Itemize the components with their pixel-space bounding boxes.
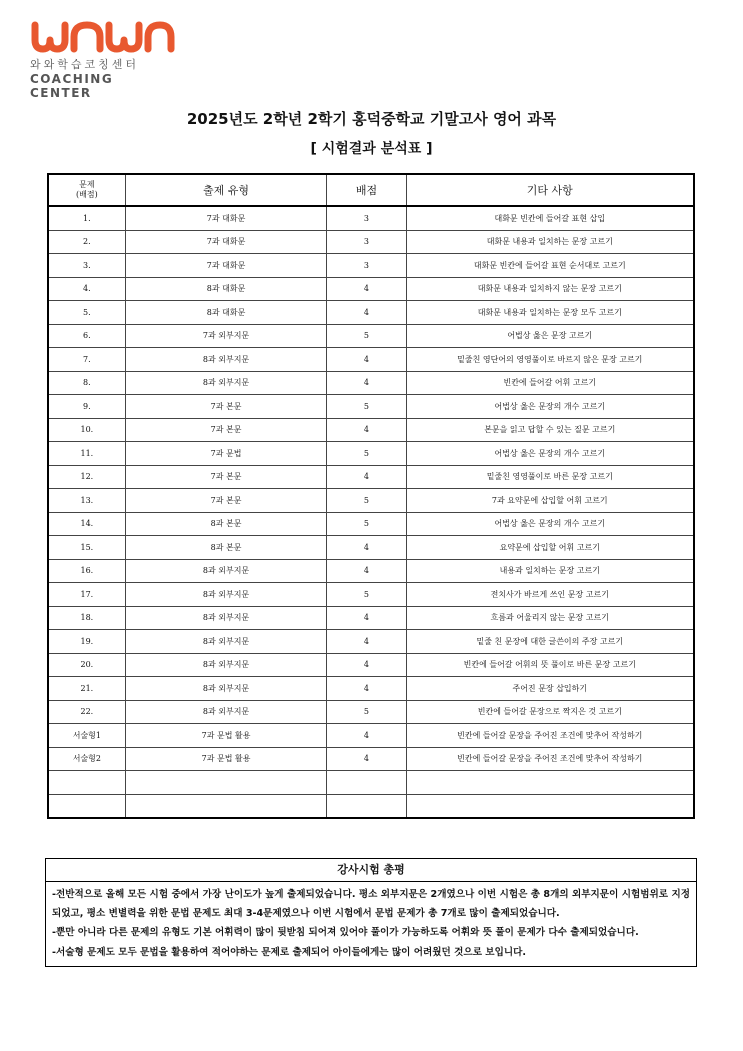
table-row: [48, 630, 694, 654]
cell-score: 5: [327, 395, 406, 419]
table-row: [48, 559, 694, 583]
cell-note: 전치사가 바르게 쓰인 문장 고르기: [406, 583, 694, 607]
cell-note: 대화문 빈칸에 들어갈 표현 삽입: [406, 206, 694, 230]
table-row: [48, 653, 694, 677]
cell-question-type: 8과 외부지문: [125, 559, 327, 583]
cell-note: 빈칸에 들어갈 문장을 주어진 조건에 맞추어 작성하기: [406, 747, 694, 771]
table-row: [48, 371, 694, 395]
cell-question-type: [125, 794, 327, 818]
cell-question-type: 8과 외부지문: [125, 653, 327, 677]
table-row: [48, 348, 694, 372]
cell-score: 3: [327, 206, 406, 230]
cell-question-type: 7과 대화문: [125, 206, 327, 230]
cell-question-number: 17.: [48, 583, 125, 607]
cell-question-type: 8과 외부지문: [125, 371, 327, 395]
table-row: [48, 747, 694, 771]
cell-note: [406, 794, 694, 818]
cell-question-number: 18.: [48, 606, 125, 630]
cell-question-number: 19.: [48, 630, 125, 654]
cell-question-type: 7과 문법 활용: [125, 724, 327, 748]
cell-score: 4: [327, 747, 406, 771]
cell-note: 밑줄 친 문장에 대한 글쓴이의 주장 고르기: [406, 630, 694, 654]
cell-question-number: 4.: [48, 277, 125, 301]
cell-question-number: 1.: [48, 206, 125, 230]
cell-question-type: 8과 외부지문: [125, 630, 327, 654]
cell-question-number: 20.: [48, 653, 125, 677]
cell-question-number: 6.: [48, 324, 125, 348]
cell-score: 4: [327, 724, 406, 748]
cell-question-type: 8과 외부지문: [125, 348, 327, 372]
cell-question-number: 15.: [48, 536, 125, 560]
review-title: 강사시험 총평: [46, 859, 696, 882]
cell-question-number: 3.: [48, 254, 125, 278]
table-row: [48, 442, 694, 466]
cell-score: 4: [327, 559, 406, 583]
header-num-line2: (배점): [76, 190, 98, 199]
table-row: [48, 794, 694, 818]
cell-question-type: 8과 외부지문: [125, 700, 327, 724]
header-notes: 기타 사항: [406, 174, 694, 206]
cell-question-number: 8.: [48, 371, 125, 395]
wawa-logo: [30, 20, 180, 100]
cell-note: 7과 요약문에 삽입할 어휘 고르기: [406, 489, 694, 513]
table-row: [48, 583, 694, 607]
cell-note: 빈칸에 들어갈 어휘의 뜻 풀이로 바른 문장 고르기: [406, 653, 694, 677]
cell-note: 요약문에 삽입할 어휘 고르기: [406, 536, 694, 560]
cell-question-type: 7과 본문: [125, 465, 327, 489]
wawa-logo-mark: [30, 20, 176, 54]
cell-question-type: 8과 외부지문: [125, 606, 327, 630]
header-num-line1: 문제: [79, 180, 95, 189]
cell-score: 4: [327, 606, 406, 630]
cell-question-type: 7과 문법 활용: [125, 747, 327, 771]
cell-note: 빈칸에 들어갈 문장을 주어진 조건에 맞추어 작성하기: [406, 724, 694, 748]
cell-question-type: 7과 대화문: [125, 230, 327, 254]
review-paragraph: -전반적으로 올해 모든 시험 중에서 가장 난이도가 높게 출제되었습니다. 평소 외부지문은 2개였으나 이번 시험은 총 8개의 외부지문이 시험범위로 지정되었고, 평소 변별력을 위한 문법 문제도 최대 3-4문제였으나 이번 시험에서 문법 문제가 총 7개로 많이 출제되었습니다.: [52, 889, 690, 920]
table-row: [48, 324, 694, 348]
table-row: [48, 489, 694, 513]
cell-question-type: 8과 외부지문: [125, 583, 327, 607]
cell-question-number: 13.: [48, 489, 125, 513]
cell-note: 어법상 옳은 문장의 개수 고르기: [406, 395, 694, 419]
table-row: [48, 301, 694, 325]
review-paragraph: -서술형 문제도 모두 문법을 활용하여 적어야하는 문제로 출제되어 아이들에게는 많이 어려웠던 것으로 보입니다.: [52, 946, 527, 958]
review-body: [46, 882, 696, 966]
cell-question-number: 10.: [48, 418, 125, 442]
cell-score: 4: [327, 677, 406, 701]
cell-question-type: 7과 대화문: [125, 254, 327, 278]
cell-score: 5: [327, 583, 406, 607]
cell-question-type: 8과 대화문: [125, 277, 327, 301]
cell-note: 어법상 옳은 문장의 개수 고르기: [406, 512, 694, 536]
cell-question-number: 11.: [48, 442, 125, 466]
cell-question-type: 8과 본문: [125, 512, 327, 536]
logo-korean-text: 와와학습코칭센터: [30, 58, 140, 71]
cell-score: 5: [327, 700, 406, 724]
table-row: [48, 771, 694, 795]
cell-question-number: 7.: [48, 348, 125, 372]
cell-question-number: 12.: [48, 465, 125, 489]
table-row: [48, 724, 694, 748]
cell-question-type: 7과 본문: [125, 395, 327, 419]
table-row: [48, 606, 694, 630]
cell-note: 어법상 옳은 문장 고르기: [406, 324, 694, 348]
cell-note: 내용과 일치하는 문장 고르기: [406, 559, 694, 583]
cell-question-number: 서술형1: [48, 724, 125, 748]
table-row: [48, 677, 694, 701]
cell-note: 흐름과 어울리지 않는 문장 고르기: [406, 606, 694, 630]
cell-question-number: 22.: [48, 700, 125, 724]
cell-question-type: 8과 대화문: [125, 301, 327, 325]
cell-score: 4: [327, 630, 406, 654]
cell-question-number: 2.: [48, 230, 125, 254]
cell-question-type: 7과 외부지문: [125, 324, 327, 348]
cell-note: 대화문 내용과 일치하지 않는 문장 고르기: [406, 277, 694, 301]
cell-score: 4: [327, 371, 406, 395]
review-paragraph: -뿐만 아니라 다른 문제의 유형도 기본 어휘력이 많이 뒷받침 되어져 있어야 풀이가 가능하도록 어휘와 뜻 풀이 문제가 다수 출제되었습니다.: [52, 927, 639, 939]
cell-question-type: 7과 본문: [125, 418, 327, 442]
cell-note: 빈칸에 들어갈 어휘 고르기: [406, 371, 694, 395]
header-question-type: 출제 유형: [125, 174, 327, 206]
table-row: [48, 465, 694, 489]
cell-question-type: 8과 본문: [125, 536, 327, 560]
table-row: [48, 395, 694, 419]
cell-score: 5: [327, 442, 406, 466]
table-row: [48, 254, 694, 278]
cell-score: 3: [327, 254, 406, 278]
header-score: 배점: [327, 174, 406, 206]
table-row: [48, 536, 694, 560]
cell-score: 5: [327, 512, 406, 536]
cell-question-number: 21.: [48, 677, 125, 701]
cell-note: 대화문 내용과 일치하는 문장 고르기: [406, 230, 694, 254]
cell-score: 4: [327, 536, 406, 560]
cell-note: 빈칸에 들어갈 문장으로 짝지은 것 고르기: [406, 700, 694, 724]
table-row: [48, 277, 694, 301]
table-row: [48, 230, 694, 254]
cell-note: 대화문 빈칸에 들어갈 표현 순서대로 고르기: [406, 254, 694, 278]
cell-question-number: [48, 794, 125, 818]
cell-question-number: 서술형2: [48, 747, 125, 771]
cell-question-number: 5.: [48, 301, 125, 325]
cell-score: 4: [327, 301, 406, 325]
cell-score: 4: [327, 465, 406, 489]
table-row: [48, 206, 694, 230]
cell-score: 5: [327, 489, 406, 513]
cell-note: 대화문 내용과 일치하는 문장 모두 고르기: [406, 301, 694, 325]
cell-score: 5: [327, 324, 406, 348]
header-question-number: [48, 174, 125, 206]
cell-score: 4: [327, 418, 406, 442]
cell-question-number: 16.: [48, 559, 125, 583]
table-row: [48, 418, 694, 442]
cell-score: 4: [327, 277, 406, 301]
cell-question-number: 14.: [48, 512, 125, 536]
logo-english-text: COACHING CENTER: [30, 72, 114, 100]
cell-note: [406, 771, 694, 795]
cell-note: 밑줄친 영영풀이로 바른 문장 고르기: [406, 465, 694, 489]
table-row: [48, 512, 694, 536]
cell-question-type: 7과 문법: [125, 442, 327, 466]
document-subtitle: [ 시험결과 분석표 ]: [310, 141, 433, 157]
table-row: [48, 700, 694, 724]
cell-question-number: 9.: [48, 395, 125, 419]
cell-question-type: [125, 771, 327, 795]
cell-question-number: [48, 771, 125, 795]
cell-score: 4: [327, 653, 406, 677]
cell-note: 어법상 옳은 문장의 개수 고르기: [406, 442, 694, 466]
instructor-review-box: [45, 858, 697, 967]
exam-analysis-table: [47, 173, 695, 819]
table-header-row: [48, 174, 694, 206]
cell-score: [327, 794, 406, 818]
cell-note: 밑줄친 영단어의 영영풀이로 바르지 않은 문장 고르기: [406, 348, 694, 372]
cell-note: 주어진 문장 삽입하기: [406, 677, 694, 701]
cell-note: 본문을 읽고 답할 수 있는 질문 고르기: [406, 418, 694, 442]
cell-score: 4: [327, 348, 406, 372]
cell-score: [327, 771, 406, 795]
cell-question-type: 8과 외부지문: [125, 677, 327, 701]
document-title: 2025년도 2학년 2학기 홍덕중학교 기말고사 영어 과목: [186, 110, 557, 128]
cell-score: 3: [327, 230, 406, 254]
cell-question-type: 7과 본문: [125, 489, 327, 513]
